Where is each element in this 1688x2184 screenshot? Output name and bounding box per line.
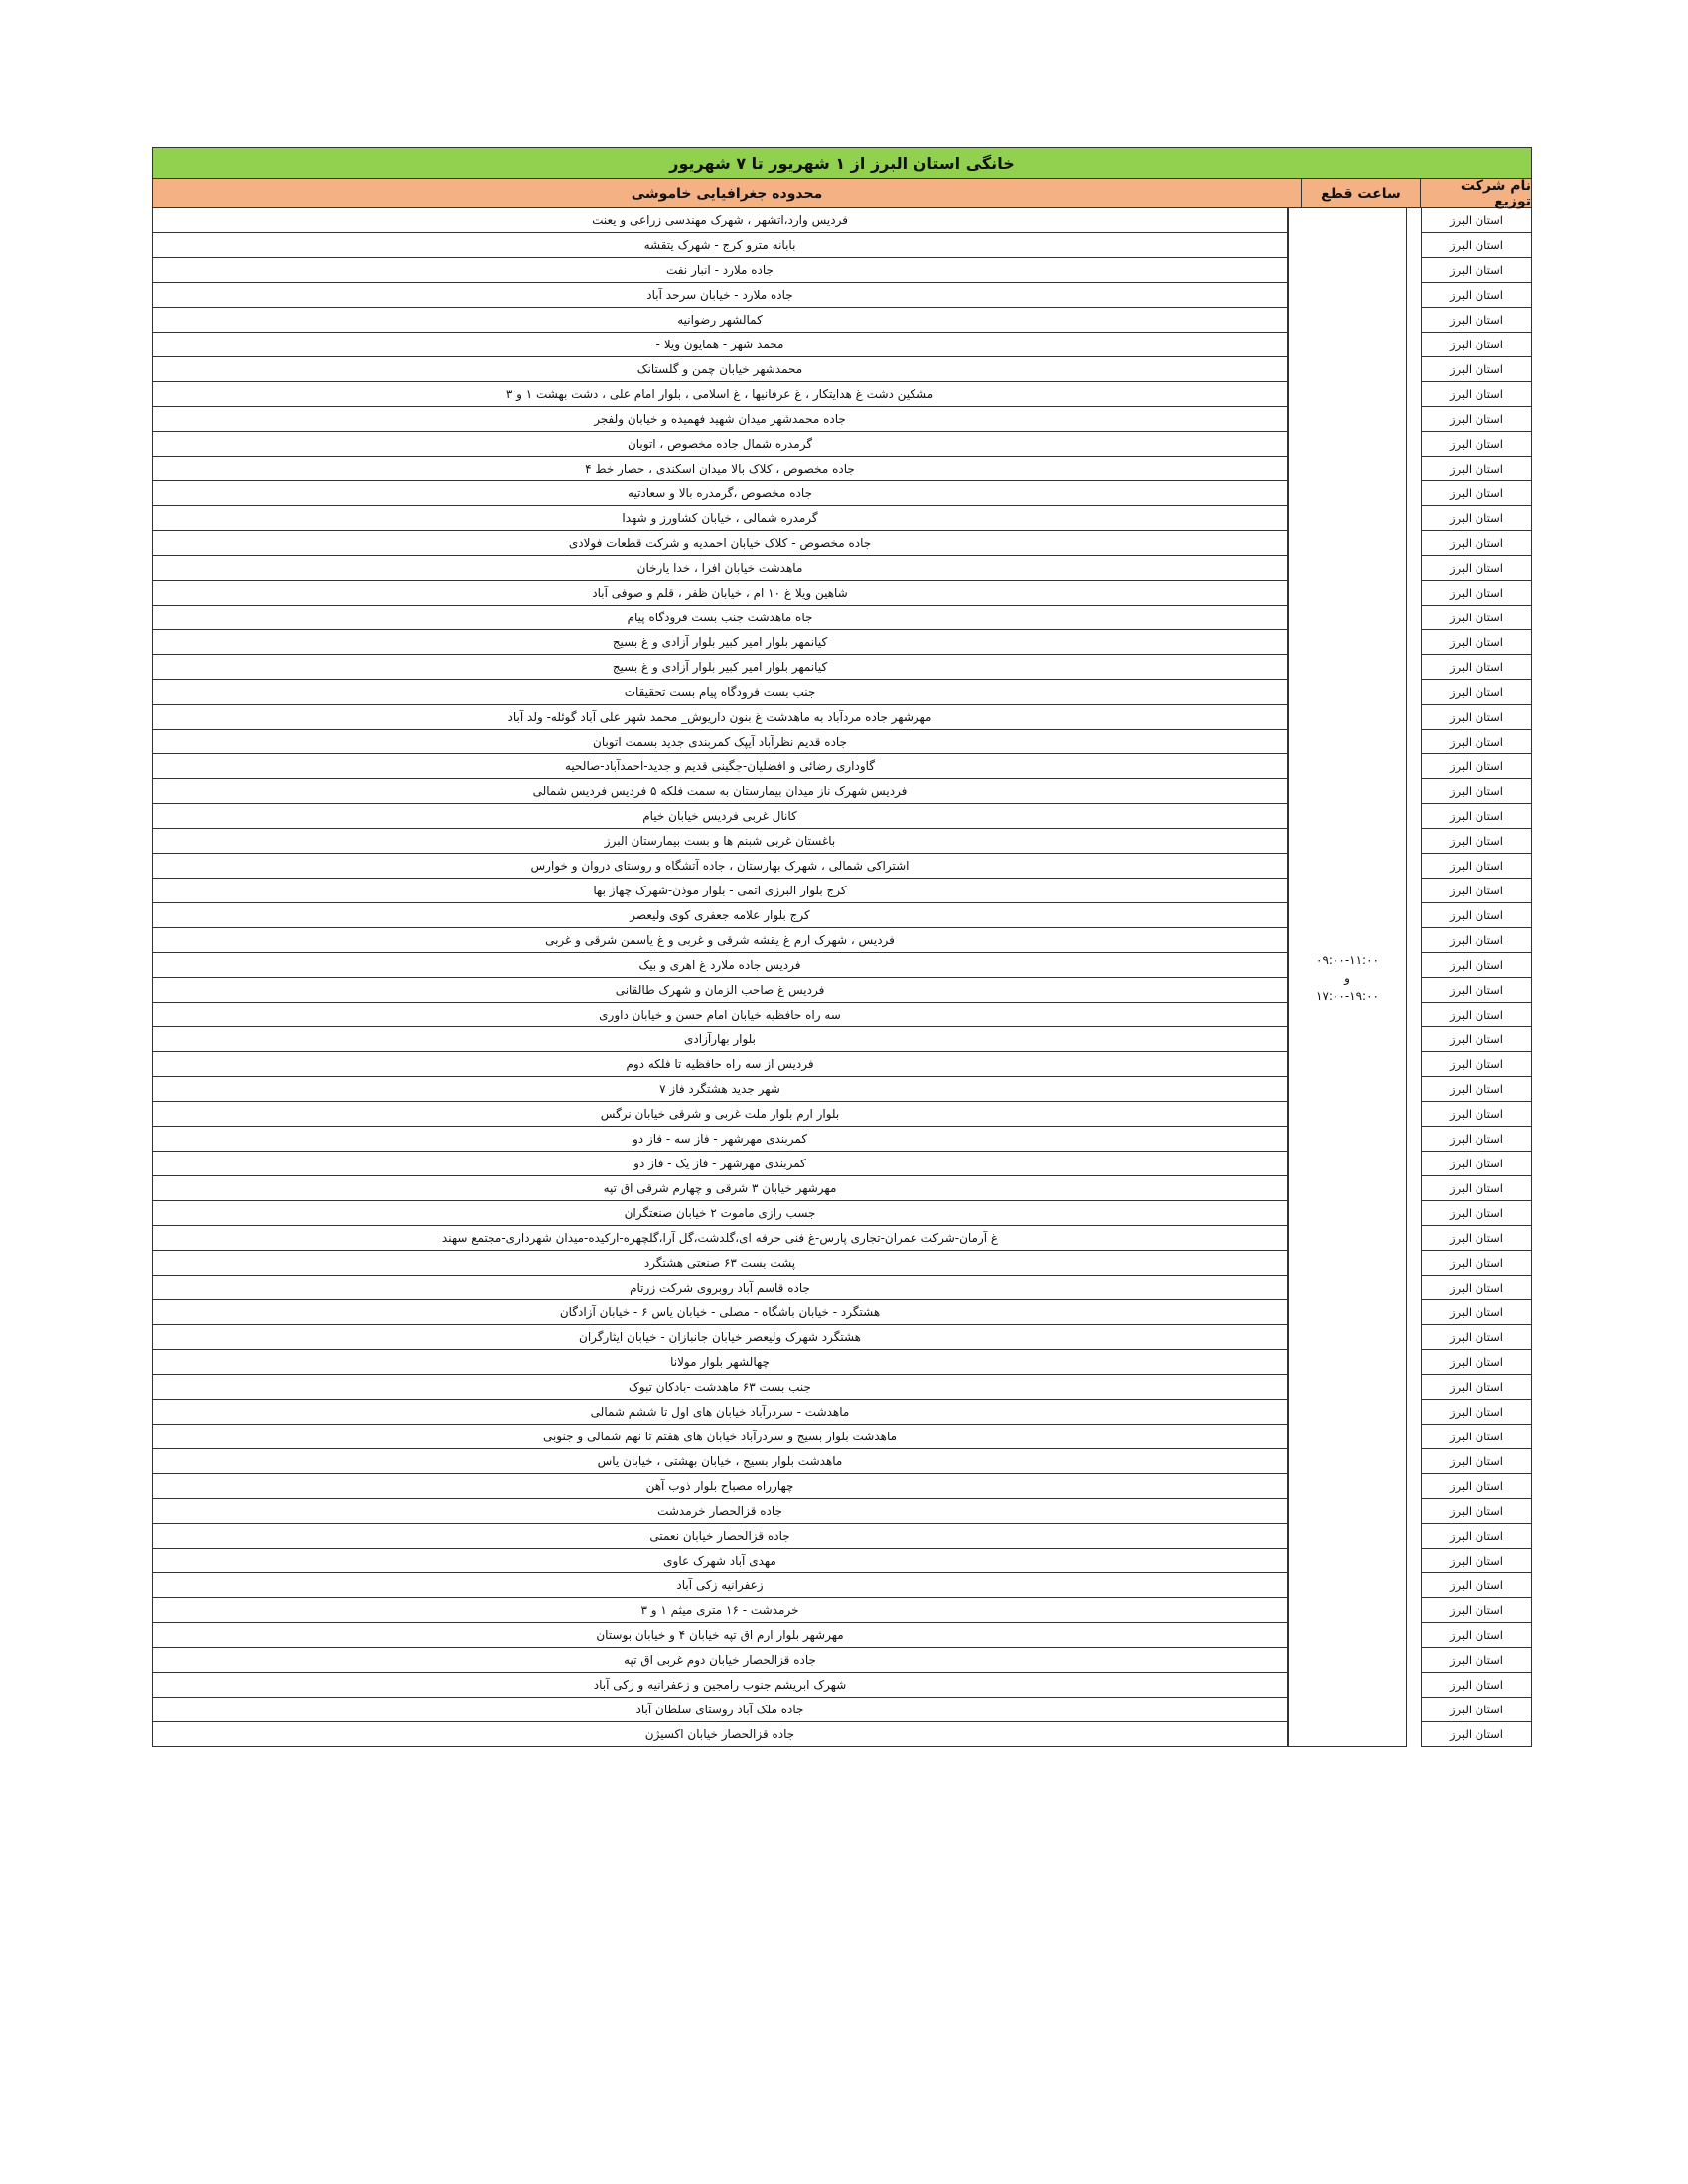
area-cell: جنب بست ۶۳ ماهدشت -بادکان تبوک [153, 1375, 1287, 1400]
area-cell: مشکین دشت غ هدایتکار ، غ عرفانیها ، غ اسلامی ، بلوار امام علی ، دشت بهشت ۱ و ۳ [153, 382, 1287, 407]
company-cell: استان البرز [1422, 1400, 1531, 1425]
company-cell: استان البرز [1422, 1722, 1531, 1747]
outage-time-cell [1288, 208, 1407, 1747]
area-cell: جاده محمدشهر میدان شهید فهمیده و خیابان ولفجر [153, 407, 1287, 432]
company-cell: استان البرز [1422, 1201, 1531, 1226]
company-cell: استان البرز [1422, 953, 1531, 978]
area-cell: فردیس شهرک ناز میدان بیمارستان به سمت فلکه ۵ فردیس فردیس شمالی [153, 779, 1287, 804]
header-area: محدوده جغرافیایی خاموشی [631, 185, 823, 202]
company-cell: استان البرز [1422, 407, 1531, 432]
company-cell: استان البرز [1422, 1524, 1531, 1549]
company-cell: استان البرز [1422, 754, 1531, 779]
company-cell: استان البرز [1422, 1474, 1531, 1499]
table-title: خانگی استان البرز از ۱ شهریور تا ۷ شهریور [152, 147, 1532, 179]
area-cell: جاده مخصوص ،گرمدره بالا و سعادتیه [153, 481, 1287, 506]
area-cell: جاده قزالحصار خیابان نعمتی [153, 1524, 1287, 1549]
company-cell: استان البرز [1422, 1152, 1531, 1176]
company-cell: استان البرز [1422, 1350, 1531, 1375]
area-cell: پشت بست ۶۳ صنعتی هشتگرد [153, 1251, 1287, 1276]
area-cell: جاده مخصوص ، کلاک بالا میدان اسکندی ، حصار خط ۴ [153, 457, 1287, 481]
outage-time-morning: ۰۹:۰۰-۱۱:۰۰ [1316, 952, 1379, 967]
area-cell: فردیس جاده ملارد غ اهری و بیک [153, 953, 1287, 978]
company-cell: استان البرز [1422, 1549, 1531, 1573]
area-cell: خرمدشت - ۱۶ متری میثم ۱ و ۳ [153, 1598, 1287, 1623]
area-cell: مهدی آباد شهرک عاوی [153, 1549, 1287, 1573]
company-cell: استان البرز [1422, 903, 1531, 928]
area-cell: کیانمهر بلوار امیر کبیر بلوار آزادی و غ بسیج [153, 655, 1287, 680]
company-cell: استان البرز [1422, 432, 1531, 457]
header-company: نام شرکت توزیع [1420, 179, 1531, 207]
area-cell: فردیس غ صاحب الزمان و شهرک طالقانی [153, 978, 1287, 1003]
company-cell: استان البرز [1422, 1499, 1531, 1524]
company-cell: استان البرز [1422, 1449, 1531, 1474]
company-cell: استان البرز [1422, 854, 1531, 879]
company-cell: استان البرز [1422, 531, 1531, 556]
company-cell: استان البرز [1422, 1276, 1531, 1300]
area-cell: بلوار ارم بلوار ملت غربی و شرقی خیابان نرگس [153, 1102, 1287, 1127]
area-cell: کیانمهر بلوار امیر کبیر بلوار آزادی و غ بسیج [153, 630, 1287, 655]
area-cell: جاده قزالحصار خیابان دوم غربی اق تپه [153, 1648, 1287, 1673]
company-cell: استان البرز [1422, 1375, 1531, 1400]
area-cell: مهرشهر بلوار ارم اق تپه خیابان ۴ و خیابان بوستان [153, 1623, 1287, 1648]
company-cell: استان البرز [1422, 1623, 1531, 1648]
area-cell: جاده قاسم آباد روبروی شرکت زرتام [153, 1276, 1287, 1300]
area-cell: شهر جدید هشتگرد فاز ۷ [153, 1077, 1287, 1102]
area-cell: جاده قدیم نظرآباد آیپک کمربندی جدید بسمت اتوبان [153, 730, 1287, 754]
area-cell: فردیس از سه راه حافظیه تا فلکه دوم [153, 1052, 1287, 1077]
area-cell: فردیس ، شهرک ارم غ یقشه شرقی و غربی و غ یاسمن شرقی و غربی [153, 928, 1287, 953]
company-cell: استان البرز [1422, 779, 1531, 804]
company-cell: استان البرز [1422, 978, 1531, 1003]
company-cell: استان البرز [1422, 1052, 1531, 1077]
area-cell: اشتراکی شمالی ، شهرک بهارستان ، جاده آتشگاه و روستای دروان و خوارس [153, 854, 1287, 879]
area-cell: زعفرانیه زکی آباد [153, 1573, 1287, 1598]
company-cell: استان البرز [1422, 829, 1531, 854]
company-cell: استان البرز [1422, 1425, 1531, 1449]
company-cell: استان البرز [1422, 655, 1531, 680]
area-cell: هشتگرد شهرک ولیعصر خیابان جانبازان - خیابان ایثارگران [153, 1325, 1287, 1350]
area-cell: چهارراه مصباح بلوار ذوب آهن [153, 1474, 1287, 1499]
area-cell: کانال غربی فردیس خیابان خیام [153, 804, 1287, 829]
column-gap [1407, 208, 1421, 1747]
company-cell: استان البرز [1422, 606, 1531, 630]
company-cell: استان البرز [1422, 506, 1531, 531]
area-cell: شهرک ابریشم جنوب رامجین و زعفرانیه و زکی آباد [153, 1673, 1287, 1698]
area-cell: کمالشهر رضوانیه [153, 308, 1287, 333]
area-cell: ماهدشت بلوار بسیج ، خیابان بهشتی ، خیابان یاس [153, 1449, 1287, 1474]
area-cell: کمربندی مهرشهر - فاز یک - فاز دو [153, 1152, 1287, 1176]
area-cell: جاده قزالحصار خیابان اکسیژن [153, 1722, 1287, 1747]
header-outage-time: ساعت قطع [1301, 179, 1420, 207]
company-cell: استان البرز [1422, 1226, 1531, 1251]
area-cell: سه راه حافظیه خیابان امام حسن و خیابان داوری [153, 1003, 1287, 1027]
area-cell: جاده مخصوص - کلاک خیابان احمدیه و شرکت قطعات فولادی [153, 531, 1287, 556]
company-cell: استان البرز [1422, 1573, 1531, 1598]
header-row [152, 179, 1532, 208]
company-cell: استان البرز [1422, 308, 1531, 333]
company-column [1421, 208, 1532, 1747]
company-cell: استان البرز [1422, 481, 1531, 506]
outage-time-evening: ۱۷:۰۰-۱۹:۰۰ [1316, 988, 1379, 1003]
company-cell: استان البرز [1422, 357, 1531, 382]
area-cell: ماهدشت بلوار بسیج و سردرآباد خیابان های هفتم تا نهم شمالی و جنوبی [153, 1425, 1287, 1449]
area-cell: کرج بلوار البرزی اتمی - بلوار موذن-شهرک چهاز بها [153, 879, 1287, 903]
outage-table [152, 147, 1532, 1747]
company-cell: استان البرز [1422, 680, 1531, 705]
company-cell: استان البرز [1422, 1027, 1531, 1052]
company-cell: استان البرز [1422, 208, 1531, 233]
company-cell: استان البرز [1422, 730, 1531, 754]
outage-time-and: و [1344, 970, 1350, 985]
area-cell: بلوار بهارآزادی [153, 1027, 1287, 1052]
area-cell: کمربندی مهرشهر - فاز سه - فاز دو [153, 1127, 1287, 1152]
company-cell: استان البرز [1422, 1673, 1531, 1698]
area-cell: کرج بلوار علامه جعفری کوی ولیعصر [153, 903, 1287, 928]
table-body [152, 208, 1532, 1747]
company-cell: استان البرز [1422, 333, 1531, 357]
company-cell: استان البرز [1422, 581, 1531, 606]
area-cell: مهرشهر خیابان ۳ شرقی و چهارم شرقی اق تپه [153, 1176, 1287, 1201]
area-cell: گرمدره شمال جاده مخصوص ، اتوبان [153, 432, 1287, 457]
company-cell: استان البرز [1422, 1127, 1531, 1152]
area-column [152, 208, 1288, 1747]
company-cell: استان البرز [1422, 283, 1531, 308]
area-cell: جاده ملارد - انبار نفت [153, 258, 1287, 283]
company-cell: استان البرز [1422, 879, 1531, 903]
company-cell: استان البرز [1422, 1251, 1531, 1276]
area-cell: ماهدشت خیابان افرا ، خدا یارخان [153, 556, 1287, 581]
company-cell: استان البرز [1422, 928, 1531, 953]
company-cell: استان البرز [1422, 1698, 1531, 1722]
area-cell: ماهدشت - سردرآباد خیابان های اول تا ششم شمالی [153, 1400, 1287, 1425]
area-cell: محمدشهر خیابان چمن و گلستانک [153, 357, 1287, 382]
company-cell: استان البرز [1422, 382, 1531, 407]
company-cell: استان البرز [1422, 1325, 1531, 1350]
area-cell: جسب رازی ماموت ۲ خیابان صنعتگران [153, 1201, 1287, 1226]
area-cell: جنب بست فرودگاه پیام بست تحقیقات [153, 680, 1287, 705]
area-cell: گرمدره شمالی ، خیابان کشاورز و شهدا [153, 506, 1287, 531]
area-cell: فردیس وارد،اتشهر ، شهرک مهندسی زراعی و یعنت [153, 208, 1287, 233]
company-cell: استان البرز [1422, 1648, 1531, 1673]
area-cell: جاه ماهدشت جنب بست فرودگاه پیام [153, 606, 1287, 630]
company-cell: استان البرز [1422, 1300, 1531, 1325]
area-cell: هشتگرد - خیابان باشگاه - مصلی - خیابان یاس ۶ - خیابان آزادگان [153, 1300, 1287, 1325]
area-cell: بابانه مترو کرج - شهرک یتقشه [153, 233, 1287, 258]
company-cell: استان البرز [1422, 630, 1531, 655]
company-cell: استان البرز [1422, 804, 1531, 829]
area-cell: غ آرمان-شرکت عمران-تجاری پارس-غ فنی حرفه ای،گلدشت،گل آرا،گلچهره-ارکیده-میدان شهرداری-مجتمع سهند [153, 1226, 1287, 1251]
area-cell: چهالشهر بلوار مولانا [153, 1350, 1287, 1375]
company-cell: استان البرز [1422, 1102, 1531, 1127]
area-cell: شاهین ویلا غ ۱۰ ام ، خیابان ظفر ، قلم و صوفی آباد [153, 581, 1287, 606]
company-cell: استان البرز [1422, 258, 1531, 283]
area-cell: جاده قزالحصار خرمدشت [153, 1499, 1287, 1524]
area-cell: محمد شهر - همایون ویلا - [153, 333, 1287, 357]
area-cell: باغستان غربی شبنم ها و بست بیمارستان البرز [153, 829, 1287, 854]
area-cell: جاده ملک آباد روستای سلطان آباد [153, 1698, 1287, 1722]
company-cell: استان البرز [1422, 1003, 1531, 1027]
company-cell: استان البرز [1422, 457, 1531, 481]
area-cell: جاده ملارد - خیابان سرحد آباد [153, 283, 1287, 308]
company-cell: استان البرز [1422, 1176, 1531, 1201]
area-cell: مهرشهر جاده مردآباد به ماهدشت غ بنون داریوش_ محمد شهر علی آباد گوئله- ولد آباد [153, 705, 1287, 730]
company-cell: استان البرز [1422, 705, 1531, 730]
area-cell: گاوداری رضائی و افضلیان-جگینی قدیم و جدید-احمدآباد-صالحیه [153, 754, 1287, 779]
company-cell: استان البرز [1422, 1598, 1531, 1623]
company-cell: استان البرز [1422, 233, 1531, 258]
company-cell: استان البرز [1422, 556, 1531, 581]
company-cell: استان البرز [1422, 1077, 1531, 1102]
